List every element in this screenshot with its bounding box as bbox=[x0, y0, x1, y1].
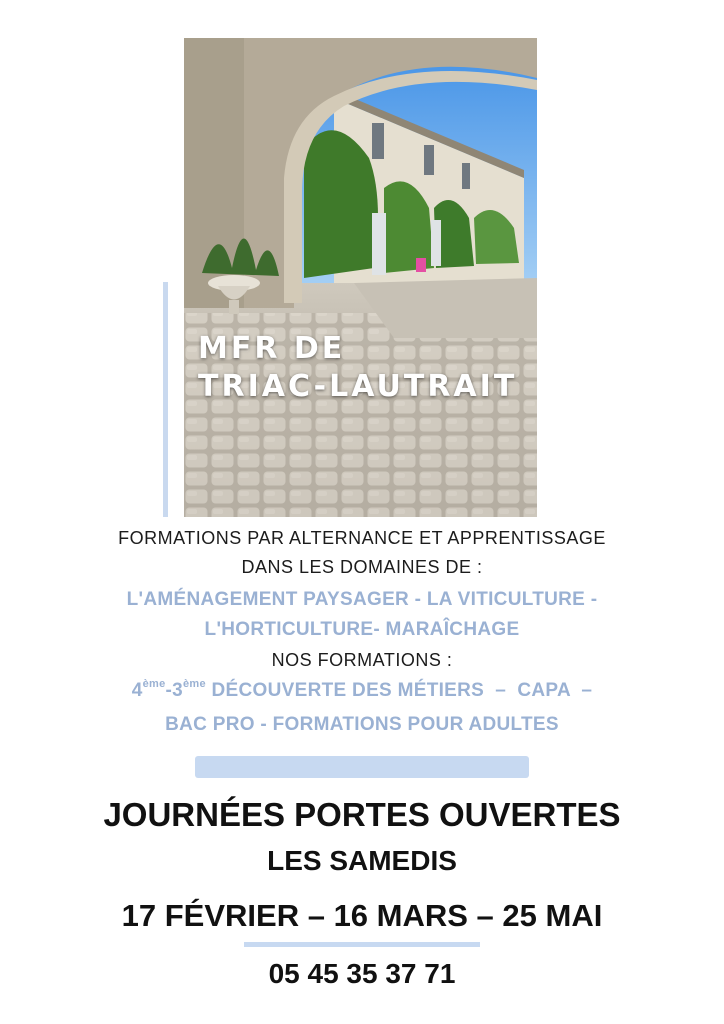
photo-title-line2: TRIAC-LAUTRAIT bbox=[198, 369, 518, 404]
grade-3: 3 bbox=[172, 680, 184, 701]
grade-sep: - bbox=[165, 680, 173, 701]
grade-3-sup: ème bbox=[183, 678, 206, 690]
domains-line2: L'HORTICULTURE- MARAÎCHAGE bbox=[204, 619, 520, 640]
formations-line1-rest: DÉCOUVERTE DES MÉTIERS – CAPA – bbox=[205, 680, 593, 701]
intro-line2: DANS LES DOMAINES DE : bbox=[241, 557, 483, 577]
grade-4: 4 bbox=[131, 680, 143, 701]
photo-title bbox=[198, 330, 517, 406]
formations-line2: BAC PRO - FORMATIONS POUR ADULTES bbox=[165, 714, 559, 735]
divider bbox=[244, 942, 480, 947]
formations-line1 bbox=[0, 680, 724, 702]
formations-label: NOS FORMATIONS : bbox=[271, 650, 453, 670]
accent-bar bbox=[163, 282, 168, 517]
intro-line1: FORMATIONS PAR ALTERNANCE ET APPRENTISSAGE bbox=[118, 528, 606, 548]
event-dates: 17 FÉVRIER – 16 MARS – 25 MAI bbox=[121, 898, 603, 933]
domains-line1: L'AMÉNAGEMENT PAYSAGER - LA VITICULTURE - bbox=[126, 589, 598, 610]
grade-4-sup: ème bbox=[142, 678, 166, 690]
courtyard-photo bbox=[184, 38, 537, 517]
photo-title-line1: MFR DE bbox=[198, 331, 346, 366]
event-title: JOURNÉES PORTES OUVERTES bbox=[103, 796, 621, 833]
decorative-pill bbox=[195, 756, 529, 778]
event-subtitle: LES SAMEDIS bbox=[267, 845, 457, 876]
phone-number: 05 45 35 37 71 bbox=[268, 958, 456, 989]
